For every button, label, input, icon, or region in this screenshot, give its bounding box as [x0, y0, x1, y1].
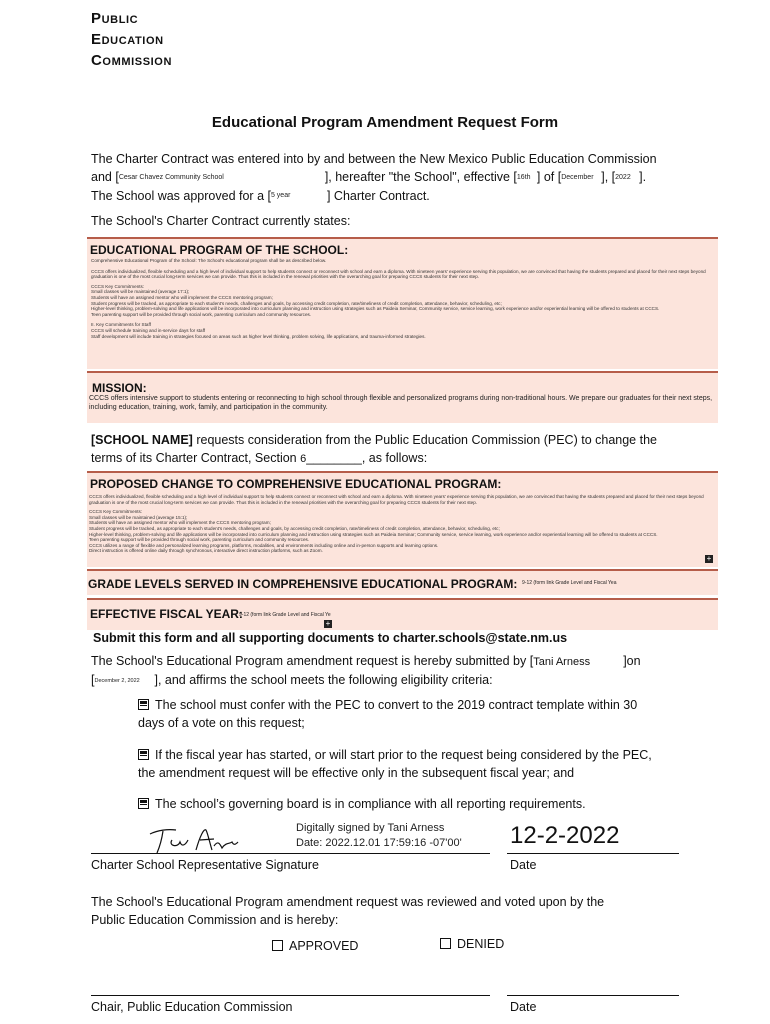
logo-line: Public	[91, 10, 139, 27]
fiscal-year-value[interactable]: 9-12 (form link Grade Level and Fiscal Ye	[239, 612, 331, 618]
request-text: , as follows:	[361, 451, 428, 465]
program-text: CCCS Key Commitments:	[91, 283, 145, 289]
program-text: II. Key Commitments for Staff	[91, 322, 151, 328]
approved-option[interactable]	[272, 937, 358, 955]
chair-date-line	[507, 995, 679, 996]
intro-line2	[91, 168, 691, 187]
signature-label: Charter School Representative Signature	[91, 858, 319, 872]
program-text: Students will have an assigned mentor who will implement the CCCS mentoring program;	[91, 294, 273, 300]
criterion-text: The school must confer with the PEC to convert to the 2019 contract template within 30	[155, 698, 638, 712]
proposed-text: CCCS offers individualized, flexible scheduling and a high level of individual support to help students connect or reconnect with school and earn a diploma. With nineteen years' experience serving this population, we are convinced that having the students prepared and placed for their next steps beyond graduation is one of the most crucial long-term services we can provide. Thus this is included in the renewal priorities with the overarching goal for preparing CCCS students for their next step.	[89, 494, 704, 505]
intro-paragraph	[91, 150, 691, 205]
checkbox[interactable]	[138, 798, 149, 809]
mission-box[interactable]	[87, 371, 718, 423]
proposed-text: Teen parenting support will be provided through social work, parenting curriculum and community resources.	[89, 537, 310, 543]
grade-levels-value[interactable]: 9-12 (form link Grade Level and Fiscal Yea	[522, 580, 617, 586]
approved-checkbox[interactable]	[272, 940, 283, 951]
signature-line	[91, 853, 490, 854]
review-line: Public Education Commission and is hereby:	[91, 913, 339, 927]
submission-text: ], and affirms the school meets the following eligibility criteria:	[154, 673, 493, 687]
fiscal-year-box[interactable]	[87, 598, 718, 630]
section-blank: ________	[306, 451, 362, 465]
month-field[interactable]: December	[561, 173, 594, 181]
intro-text: ] of [	[536, 170, 562, 184]
program-text: Small classes will be maintained (average 17:1);	[91, 289, 190, 295]
form-title: Educational Program Amendment Request Form	[211, 114, 559, 131]
program-text: Student progress will be tracked, as appropriate to each student's needs, challenges and goals, by accessing credit completion, rate/timeliness of credit completion, attendance, behavior, scheduling, etc;	[91, 300, 502, 306]
review-line: The School's Educational Program amendment request was reviewed and voted upon by the	[91, 895, 605, 909]
denied-label: DENIED	[457, 937, 505, 951]
submission-line1	[91, 652, 691, 671]
mission-text: CCCS offers intensive support to students entering or reconnecting to high school through flexible and personalized programs during non-traditional hours. We prepare our graduates for their next steps, including education, training, work, family, and participation in the community.	[89, 395, 713, 411]
logo-line: Education	[91, 31, 164, 48]
criterion-text: the amendment request will be effective only in the subsequent fiscal year; and	[138, 766, 575, 780]
approved-label: APPROVED	[289, 939, 359, 953]
program-text: Teen parenting support will be provided through social work, parenting curriculum and community resources.	[91, 311, 312, 317]
program-text: CCCS offers individualized, flexible scheduling and a high level of individual support to help students connect or reconnect with school and earn a diploma. With nineteen years' experience serving this population, we are convinced that having the students prepared and placed for their next steps beyond graduation is one of the most crucial long-term services we can provide. Thus this is included in the renewal priorities with the overarching goal for preparing CCCS students for their next step.	[91, 268, 706, 280]
program-text: Staff development will include training in strategies focused on areas such as higher level thinking, problem solving, life applications, and trauma-informed strategies.	[91, 333, 426, 339]
digital-signature-stamp	[296, 821, 462, 851]
submission-line2	[91, 671, 691, 690]
checkbox[interactable]	[138, 699, 149, 710]
denied-checkbox[interactable]	[440, 938, 451, 949]
proposed-text: CCCS utilizes a range of flexible and personalized learning programs, platforms, modalities, and environments including online and in-person supports and learning options.	[89, 542, 439, 548]
chair-label: Chair, Public Education Commission	[91, 1000, 293, 1014]
intro-text: ] Charter Contract.	[326, 188, 430, 203]
program-text: Higher-level thinking, problem-solving and life applications will be incorporated into curriculum planning and instruction using strategies such as Paideia Seminar, Community service, service learning, work experience and/or experiential learning will be offered to students at CCCS.	[91, 306, 660, 312]
proposed-text: Small classes will be maintained (average 15:1);	[89, 514, 188, 520]
school-name-tag: [SCHOOL NAME]	[91, 433, 193, 447]
expand-icon[interactable]: +	[325, 619, 331, 628]
intro-line1: The Charter Contract was entered into by and between the New Mexico Public Education Commission	[91, 152, 657, 166]
proposed-text: Student progress will be tracked, as appropriate to each student's needs, challenges and goals, by accessing credit completion, rate/timeliness of credit completion, attendance, behavior, scheduling, etc;	[89, 525, 500, 531]
program-text: Comprehensive Educational Program of the School: The School's educational program shall be as described below.	[91, 258, 327, 263]
proposed-text: Students will have an assigned mentor who will implement the CCCS mentoring program;	[89, 520, 271, 526]
day-field[interactable]: 16th	[516, 173, 531, 181]
submission-date-field[interactable]: December 2, 2022	[94, 677, 140, 684]
currently-states: The School's Charter Contract currently states:	[91, 214, 351, 228]
fiscal-year-heading: EFFECTIVE FISCAL YEAR:	[90, 607, 243, 621]
intro-text: ], [	[601, 170, 616, 184]
denied-option[interactable]	[440, 935, 504, 953]
criterion-3	[138, 795, 678, 813]
program-text: CCCS will schedule training and in-service days for staff	[91, 327, 206, 333]
grade-levels-box[interactable]	[87, 569, 718, 595]
criterion-text: The school’s governing board is in compliance with all reporting requirements.	[155, 797, 586, 811]
signature-date-line	[507, 853, 679, 854]
proposed-change-heading: PROPOSED CHANGE TO COMPREHENSIVE EDUCATIONAL PROGRAM:	[90, 477, 502, 491]
year-field[interactable]: 2022	[615, 173, 631, 181]
submission-text: [	[91, 673, 95, 687]
criterion-text: days of a vote on this request;	[138, 716, 305, 730]
proposed-text: Higher-level thinking, problem-solving and life applications will be incorporated into curriculum planning and instruction using strategies such as Paideia Seminar; Community service, service learning, work experience and/or experiential learning will be offered to students at CCCS.	[89, 531, 658, 537]
criterion-text: If the fiscal year has started, or will start prior to the request being considered by the PEC,	[155, 748, 652, 762]
intro-line3	[91, 187, 691, 206]
intro-text: The School was approved for a [	[91, 188, 271, 203]
chair-date-label: Date	[510, 1000, 537, 1014]
request-line2	[91, 449, 701, 468]
signature-date-label: Date	[510, 858, 537, 872]
request-text: terms of its Charter Contract, Section	[91, 451, 301, 465]
chair-signature-line	[91, 995, 490, 996]
proposed-change-box[interactable]	[87, 471, 718, 567]
intro-text: and [	[91, 170, 119, 184]
proposed-text: Direct instruction is offered online daily through synchronous, interactive direct instruction platforms, such as Zoom.	[89, 548, 323, 554]
grade-levels-heading: GRADE LEVELS SERVED IN COMPREHENSIVE EDUCATIONAL PROGRAM:	[88, 577, 518, 591]
submitter-field[interactable]: Tani Arness	[533, 656, 591, 668]
request-paragraph	[91, 431, 701, 468]
signature-date-value[interactable]: 12-2-2022	[510, 822, 620, 849]
proposed-text: CCCS Key Commitments:	[89, 509, 143, 515]
digital-signature-line: Digitally signed by Tani Arness	[296, 822, 445, 834]
submission-text: The School's Educational Program amendment request is hereby submitted by [	[91, 654, 534, 668]
pec-logo	[91, 8, 172, 71]
criterion-2	[138, 746, 698, 782]
mission-heading: MISSION:	[92, 381, 147, 395]
logo-line: Commission	[91, 52, 173, 69]
expand-icon[interactable]: +	[706, 554, 712, 563]
educational-program-heading: EDUCATIONAL PROGRAM OF THE SCHOOL:	[90, 243, 349, 257]
review-paragraph	[91, 893, 691, 929]
submission-paragraph	[91, 652, 691, 690]
submit-instructions: Submit this form and all supporting documents to charter.schools@state.nm.us	[93, 631, 568, 645]
criterion-1	[138, 696, 678, 732]
request-line1	[91, 431, 701, 449]
educational-program-box[interactable]	[87, 237, 718, 369]
school-name-field[interactable]: Cesar Chavez Community School	[118, 173, 224, 181]
intro-text: ].	[639, 170, 647, 184]
checkbox[interactable]	[138, 749, 149, 760]
section-field[interactable]: 6	[300, 453, 307, 465]
request-text: requests consideration from the Public Education Commission (PEC) to change the	[192, 433, 657, 447]
digital-signature-line: Date: 2022.12.01 17:59:16 -07'00'	[296, 837, 462, 849]
term-field[interactable]: 5 year	[270, 192, 291, 200]
submission-text: ]on	[623, 654, 641, 668]
intro-text: ], hereafter "the School", effective [	[324, 170, 517, 184]
